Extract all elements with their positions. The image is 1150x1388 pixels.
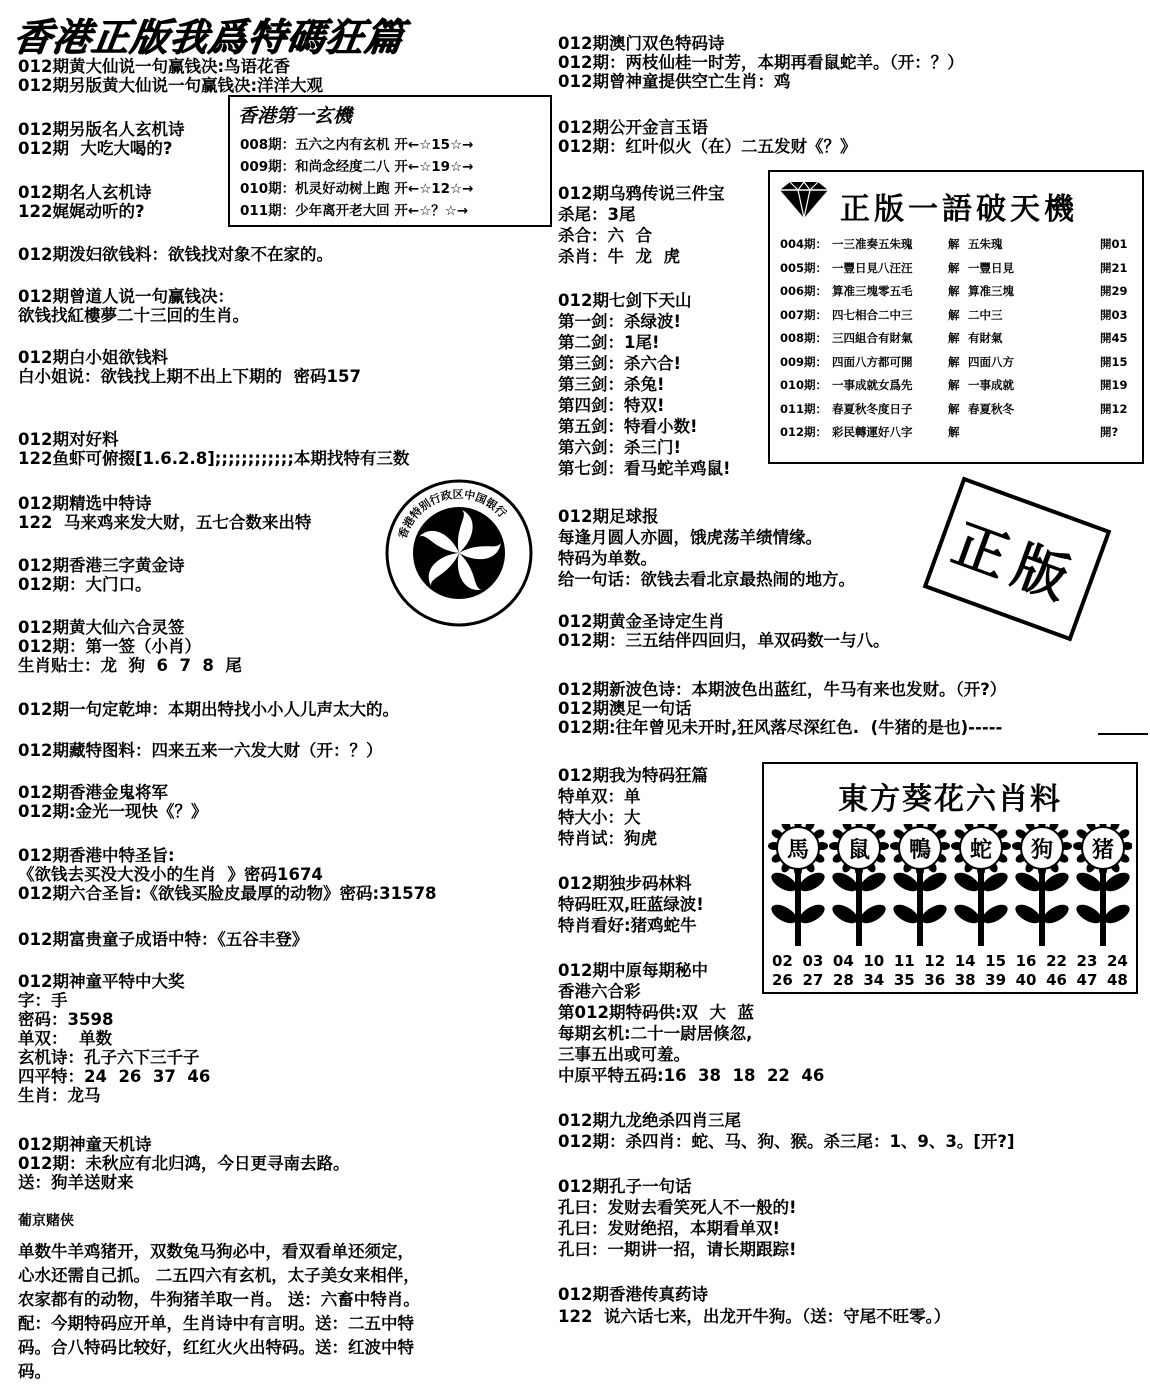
kuihua-number: 36 — [924, 971, 946, 989]
kuihua-number: 04 — [832, 952, 854, 970]
yiyu-period: 007期： — [780, 307, 828, 322]
text-line: 欲钱找紅樓夢二十三回的生肖。 — [18, 306, 249, 325]
text-line: 第一剑：杀绿波! — [558, 312, 682, 331]
text-line: 孔曰：发财去看笑死人不一般的! — [558, 1198, 797, 1217]
text-line: 香港六合彩 — [558, 982, 641, 1001]
yiyu-phrase: 春夏秋冬度日子 — [832, 401, 913, 416]
yiyu-open-number: 開? — [1100, 425, 1119, 439]
text-line: 012期另版名人玄机诗 — [18, 120, 185, 139]
yiyu-phrase: 一豐日見八汪汪 — [832, 260, 913, 275]
yiyu-open-number: 開03 — [1100, 307, 1128, 322]
block-xinbose — [558, 680, 1006, 737]
block-huangjin-shengshi — [558, 612, 889, 650]
yiyu-answer: 一事成就 — [968, 378, 1014, 392]
leaf — [918, 901, 949, 927]
block-lingqian — [18, 618, 242, 675]
text-line: 012期名人玄机诗 — [18, 183, 152, 202]
block-huangdaxian — [18, 57, 323, 95]
text-line: 012期乌鸦传说三件宝 — [558, 184, 725, 203]
text-line: 农家都有的动物，牛狗猪羊取一肖。 送：六畜中特肖。 — [18, 1290, 420, 1309]
leaf — [796, 901, 827, 927]
text-line: 012期精选中特诗 — [18, 494, 152, 513]
text-line: 012期澳门双色特码诗 — [558, 34, 725, 53]
text-line: 密码：3598 — [18, 1010, 114, 1029]
kuihua-number: 28 — [832, 971, 854, 989]
text-line: 给一句话：欲钱去看北京最热闹的地方。 — [558, 570, 855, 589]
text-line: 中原平特五码:16 38 18 22 46 — [558, 1066, 825, 1085]
yiyu-answer: 四面八方 — [968, 354, 1014, 369]
stem — [795, 868, 801, 946]
yiyu-open-number: 開29 — [1100, 284, 1128, 298]
divider-dash — [1098, 733, 1148, 735]
yiyu-answer: 一豐日見 — [968, 260, 1014, 275]
block-kongzi — [558, 1176, 797, 1260]
block-mingren-poem — [18, 183, 151, 221]
stem — [917, 868, 923, 946]
text-line: 012期藏特图料：四来五来一六发大财（开：？） — [18, 741, 383, 760]
block-shentong-tianji — [18, 1135, 349, 1192]
kuihua-number: 46 — [1046, 971, 1067, 989]
text-line: 《欲钱去买没大没小的生肖 》密码1674 — [18, 865, 323, 884]
text-line: 第三剑：杀兔! — [558, 375, 665, 394]
yiyu-period: 010期： — [780, 378, 828, 392]
block-jingxuan — [18, 494, 311, 532]
yiyu-period: 008期： — [780, 331, 828, 345]
text-line: 特单双：单 — [558, 787, 641, 806]
text-line: 012期香港传真药诗 — [558, 1285, 708, 1304]
text-line: 122娓娓动听的? — [18, 202, 145, 221]
text-line: 杀肖：牛 龙 虎 — [558, 247, 680, 266]
seal-text: 香港特别行政区中国银行 — [396, 487, 509, 541]
sunflower-illustration — [768, 824, 1132, 948]
block-zuqiubao — [558, 506, 855, 590]
yiyu-period: 004期： — [780, 237, 828, 251]
yiyu-jie-label: 解 — [948, 307, 960, 322]
zodiac-badge: 馬 — [776, 826, 820, 870]
yiyu-heading: 正版一語破天機 — [840, 192, 1078, 227]
yiyu-jie-label: 解 — [948, 237, 960, 251]
text-line: 012期香港金鬼将军 — [18, 783, 168, 802]
text-line: 122 说六话七来，出龙开牛狗。（送：守尾不旺零。） — [558, 1307, 951, 1326]
kuihua-heading: 東方葵花六肖料 — [838, 782, 1062, 817]
block-fugui — [18, 930, 308, 949]
block-qijian — [558, 290, 731, 479]
kuihua-number: 34 — [863, 971, 885, 989]
text-line: 单数牛羊鸡猪开，双数兔马狗必中，看双看单还须定， — [18, 1242, 414, 1261]
yiyu-open-number: 開15 — [1100, 354, 1128, 369]
leaf — [890, 901, 921, 927]
block-jinyan — [558, 118, 856, 156]
text-line: 012期黄大仙六合灵签 — [18, 618, 185, 637]
block-pujing — [18, 1240, 420, 1384]
yiyu-phrase: 四面八方都可開 — [832, 354, 913, 369]
kuihua-box — [762, 762, 1138, 994]
yiyu-open-number: 開21 — [1100, 260, 1128, 275]
xuanji-heading: 香港第一玄機 — [238, 105, 353, 127]
text-line: 012期另版黄大仙说一句赢钱决:洋洋大观 — [18, 76, 324, 95]
yiyu-jie-label: 解 — [948, 331, 960, 345]
yiyu-answer: 有財氣 — [968, 331, 1003, 345]
text-line: 特码为单数。 — [558, 549, 657, 568]
leaf — [768, 901, 799, 927]
yiyu-open-number: 開19 — [1100, 378, 1128, 392]
kuihua-number: 26 — [772, 971, 793, 989]
text-line: 码。 — [18, 1362, 51, 1381]
yiyu-period: 011期： — [780, 401, 828, 416]
text-line: 杀合：六 合 — [558, 226, 652, 245]
block-sanzi — [18, 556, 184, 594]
text-line: 012期 大吃大喝的? — [18, 139, 173, 158]
kuihua-number: 38 — [954, 971, 976, 989]
kuihua-number: 14 — [954, 952, 976, 970]
yiyu-jie-label: 解 — [948, 260, 960, 275]
zodiac-badge: 猪 — [1081, 826, 1125, 870]
text-line: 012期香港中特圣旨: — [18, 846, 175, 865]
yiyu-jie-label: 解 — [948, 378, 960, 392]
text-line: 生肖贴士：龙 狗 6 7 8 尾 — [18, 656, 242, 675]
text-line: 单双： 单数 — [18, 1029, 112, 1048]
text-line: 配：今期特码应开单，生肖诗中有言明。送：二五中特 — [18, 1314, 414, 1333]
text-line: 四平特：24 26 37 46 — [18, 1067, 211, 1086]
text-line: 特大小：大 — [558, 808, 641, 827]
yiyu-open-number: 開45 — [1100, 331, 1128, 345]
text-line: 每期玄机:二十一尉居倏忽, — [558, 1024, 753, 1043]
kuihua-number: 40 — [1015, 971, 1037, 989]
text-line: 012期九龙绝杀四肖三尾 — [558, 1111, 741, 1130]
page-title: 香港正版我爲特碼狂篇 — [10, 15, 407, 59]
text-line: 玄机诗：孔子六下三千子 — [18, 1048, 200, 1067]
text-line: 012期我为特码狂篇 — [558, 766, 708, 785]
kuihua-number: 02 — [772, 952, 793, 970]
yiyu-phrase: 彩民轉運好八字 — [832, 425, 913, 439]
kuihua-number: 12 — [924, 952, 946, 970]
text-line: 特肖试：狗虎 — [558, 829, 657, 848]
text-line: 012期黄金圣诗定生肖 — [558, 612, 725, 631]
kuihua-number: 22 — [1046, 952, 1067, 970]
yiyu-answer: 算准三塊 — [968, 284, 1014, 298]
text-line: 每逢月圆人亦圆，饿虎荡羊绩情缘。 — [558, 528, 822, 547]
kuihua-number: 48 — [1106, 971, 1128, 989]
yiyu-jie-label: 解 — [948, 425, 960, 439]
yiyu-answer: 春夏秋冬 — [968, 401, 1014, 416]
text-line: 012期独步码林料 — [558, 874, 692, 893]
block-pujing-title: 葡京赌侠 — [18, 1213, 74, 1229]
yiyu-phrase: 一三准奏五朱瑰 — [832, 237, 913, 251]
text-line: 生肖：龙马 — [18, 1086, 101, 1105]
text-line: 孔曰：发财绝招，本期看单双! — [558, 1219, 781, 1238]
text-line: 特肖看好:猪鸡蛇牛 — [558, 916, 697, 935]
xuanji-row: 010期：机灵好动树上跑 开←☆12☆→ — [240, 181, 474, 197]
xuanji-box — [228, 95, 552, 227]
text-line: 送：狗羊送财来 — [18, 1173, 134, 1192]
kuihua-number: 11 — [893, 952, 915, 970]
text-line: 012期澳足一句话 — [558, 699, 692, 718]
kuihua-numbers-row2 — [772, 971, 1128, 989]
leaf — [979, 901, 1010, 927]
block-wuya — [558, 183, 724, 267]
zodiac-badge: 蛇 — [959, 826, 1003, 870]
text-line: 三事五出或可羞。 — [558, 1045, 690, 1064]
yiyu-jie-label: 解 — [948, 401, 960, 416]
text-line: 012期：红叶似火（在）二五发财《？》 — [558, 137, 857, 156]
block-tema-kuang — [558, 765, 708, 849]
text-line: 第二剑：1尾! — [558, 333, 660, 352]
text-line: 012期孔子一句话 — [558, 1177, 692, 1196]
block-chuanzhen — [558, 1284, 950, 1328]
text-line: 孔曰：一期讲一招，请长期跟踪! — [558, 1240, 797, 1259]
zodiac-badge: 狗 — [1020, 826, 1064, 870]
xuanji-row: 009期：和尚念经度二八 开←☆19☆→ — [240, 159, 474, 175]
kuihua-number: 27 — [802, 971, 824, 989]
yiyu-open-number: 開12 — [1100, 401, 1128, 416]
kuihua-number: 10 — [863, 952, 885, 970]
yiyu-phrase: 四七相合二中三 — [832, 307, 913, 322]
diamond-icon — [778, 180, 830, 220]
text-line: 012期公开金言玉语 — [558, 118, 708, 137]
yiyu-phrase: 三四組合有財氣 — [832, 331, 913, 345]
text-line: 012期黄大仙说一句赢钱决:鸟语花香 — [18, 57, 291, 76]
block-pofu — [18, 245, 333, 264]
text-line: 012期六合圣旨:《欲钱买脸皮最厚的动物》密码:31578 — [18, 884, 437, 903]
kuihua-number: 24 — [1106, 952, 1128, 970]
leaf — [829, 901, 860, 927]
text-line: 012期香港三字黄金诗 — [18, 556, 185, 575]
kuihua-number: 03 — [802, 952, 824, 970]
block-dubu — [558, 873, 704, 936]
text-line: 012期对好料 — [18, 430, 119, 449]
text-line: 012期：三五结伴四回归，单双码数一与八。 — [558, 631, 890, 650]
block-jiulong — [558, 1110, 1015, 1152]
leaf — [1012, 901, 1043, 927]
text-line: 012期神童天机诗 — [18, 1135, 152, 1154]
yiyu-answer: 二中三 — [968, 307, 1003, 322]
text-line: 012期曾神童提供空亡生肖：鸡 — [558, 72, 791, 91]
block-cangte — [18, 741, 382, 760]
zodiac-badge: 鴨 — [898, 826, 942, 870]
text-line: 012期:往年曾见未开时,狂风落尽深红色. (牛猪的是也)----- — [558, 718, 1003, 737]
leaf — [1040, 901, 1071, 927]
yiyu-period: 005期： — [780, 260, 828, 275]
block-duihaoliao — [18, 430, 409, 468]
text-line: 字：手 — [18, 991, 68, 1010]
text-line: 012期中原每期秘中 — [558, 961, 708, 980]
kuihua-number: 47 — [1076, 971, 1098, 989]
text-line: 012期：杀四肖：蛇、马、狗、猴。杀三尾：1、9、3。[开?] — [558, 1132, 1015, 1151]
bauhinia-seal — [384, 478, 534, 628]
text-line: 012期白小姐欲钱料 — [18, 348, 168, 367]
leaf — [1073, 901, 1104, 927]
yiyu-jie-label: 解 — [948, 284, 960, 298]
zhengban-stamp: 正版 — [923, 477, 1112, 642]
yiyu-period: 009期： — [780, 354, 828, 369]
text-line: 012期七剑下天山 — [558, 291, 692, 310]
text-line: 012期泼妇欲钱料：欲钱找对象不在家的。 — [18, 245, 333, 264]
text-line: 012期：第一签（小肖） — [18, 637, 201, 656]
xuanji-row: 011期：少年离开老大回 开←☆？☆→ — [240, 203, 469, 219]
yiyu-jie-label: 解 — [948, 354, 960, 369]
text-line: 012期：大门口。 — [18, 575, 152, 594]
yiyu-phrase: 一事成就女爲先 — [832, 378, 913, 392]
block-shentong-ping — [18, 972, 210, 1105]
text-line: 012期一句定乾坤：本期出特找小小人儿声太大的。 — [18, 700, 399, 719]
kuihua-number: 23 — [1076, 952, 1098, 970]
text-line: 012期足球报 — [558, 507, 659, 526]
text-line: 码。合八特码比较好，红红火火出特码。送：红波中特 — [18, 1338, 414, 1357]
block-zengdaoren — [18, 287, 249, 325]
leaf — [857, 901, 888, 927]
text-line: 心水还需自己抓。 二五四六有玄机，太子美女来相伴， — [18, 1266, 420, 1285]
stem — [1100, 868, 1106, 946]
block-jingui — [18, 783, 208, 821]
xuanji-row: 008期：五六之内有玄机 开←☆15☆→ — [240, 137, 474, 153]
kuihua-number: 15 — [985, 952, 1007, 970]
text-line: 012期：未秋应有北归鸿，今日更寻南去路。 — [18, 1154, 350, 1173]
stem — [978, 868, 984, 946]
text-line: 杀尾：3尾 — [558, 205, 636, 224]
text-line: 第六剑：杀三门! — [558, 438, 682, 457]
text-line: 第三剑：杀六合! — [558, 354, 682, 373]
kuihua-numbers-row1 — [772, 952, 1128, 970]
block-yiju — [18, 700, 399, 719]
text-line: 特码旺双,旺蓝绿波! — [558, 895, 704, 914]
text-line: 012期曾道人说一句赢钱决： — [18, 287, 234, 306]
yiyu-open-number: 開01 — [1100, 237, 1128, 251]
yiyu-period: 012期： — [780, 425, 828, 439]
yiyu-box — [768, 170, 1144, 464]
text-line: 第012期特码供:双 大 蓝 — [558, 1003, 755, 1022]
text-line: 第四剑：特双! — [558, 396, 665, 415]
yiyu-answer: 五朱瑰 — [968, 237, 1003, 251]
zodiac-badge: 鼠 — [837, 826, 881, 870]
text-line: 012期:金光一现快《？》 — [18, 802, 208, 821]
kuihua-number: 16 — [1015, 952, 1037, 970]
text-line: 012期：两枝仙桂一时芳，本期再看鼠蛇羊。（开：？） — [558, 53, 964, 72]
text-line: 122鱼虾可俯掇[1.6.2.8];;;;;;;;;;;;本期找特有三数 — [18, 449, 410, 468]
block-aomen-shuangse — [558, 34, 964, 91]
stem — [1039, 868, 1045, 946]
block-shengzhi — [18, 846, 437, 903]
text-line: 122 马来鸡来发大财，五七合数来出特 — [18, 513, 312, 532]
block-baixiaojie — [18, 348, 361, 386]
text-line: 012期神童平特中大奖 — [18, 972, 185, 991]
kuihua-number: 35 — [893, 971, 915, 989]
text-line: 012期新波色诗：本期波色出蓝红，牛马有来也发财。（开?） — [558, 680, 1007, 699]
kuihua-number: 39 — [985, 971, 1007, 989]
text-line: 第七剑：看马蛇羊鸡鼠! — [558, 459, 731, 478]
text-line: 白小姐说：欲钱找上期不出上下期的 密码157 — [18, 367, 361, 386]
text-line: 012期富贵童子成语中特：《五谷丰登》 — [18, 930, 309, 949]
block-mingren-xuanji — [18, 120, 184, 158]
text-line: 第五剑：特看小数! — [558, 417, 698, 436]
yiyu-period: 006期： — [780, 284, 828, 298]
yiyu-phrase: 算准三塊零五毛 — [832, 284, 913, 298]
leaf — [951, 901, 982, 927]
stem — [856, 868, 862, 946]
